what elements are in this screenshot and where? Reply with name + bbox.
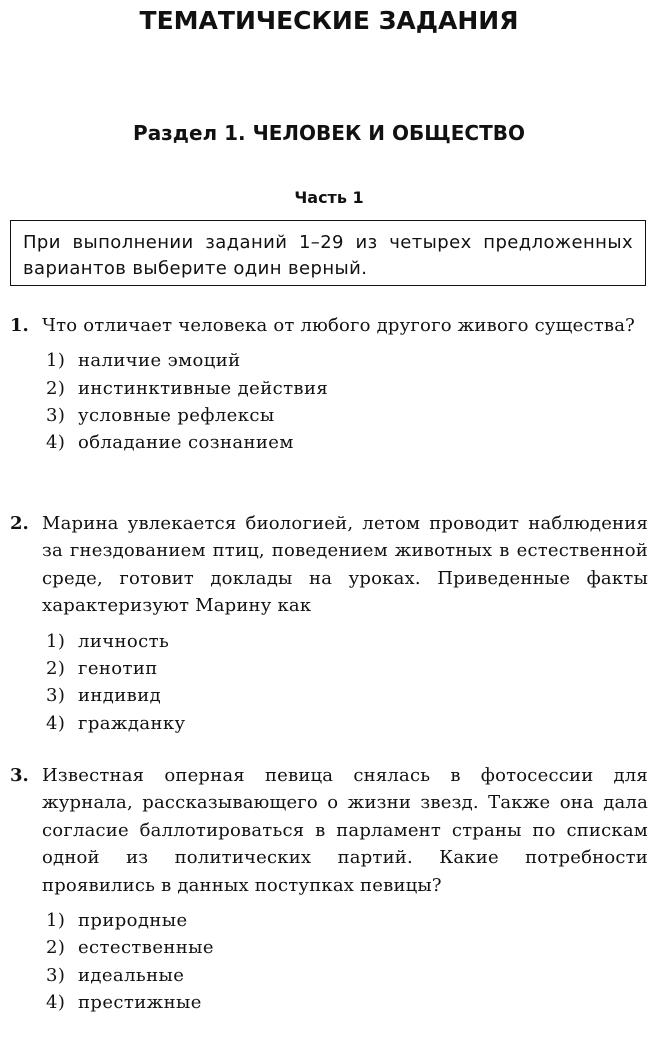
- page-title: ТЕМАТИЧЕСКИЕ ЗАДАНИЯ: [139, 6, 519, 35]
- question-stem: [10, 762, 648, 899]
- option-number: 1): [46, 910, 66, 932]
- option-number: 4): [46, 712, 66, 734]
- answer-option: [46, 628, 648, 655]
- option-text: идеальные: [78, 964, 185, 986]
- question-text: Известная оперная певица снялась в фотосессии для журнала, рассказывающего о жизни звезд. Также она дала согласие баллотироваться в парламент страны по спискам одной из политических партий. Какие потребности проявились в данных поступках певицы?: [42, 765, 648, 896]
- question-stem: [10, 510, 648, 620]
- answer-option: [46, 655, 648, 682]
- question-number: 3.: [10, 765, 29, 786]
- option-number: 1): [46, 630, 66, 652]
- option-text: личность: [78, 630, 170, 652]
- option-text: престижные: [78, 991, 202, 1013]
- option-number: 2): [46, 937, 66, 959]
- answer-options: [10, 347, 648, 456]
- answer-option: [46, 907, 648, 934]
- instruction-box: При выполнении заданий 1–29 из четырех предложенных вариантов выберите один верный.: [10, 220, 646, 286]
- answer-option: [46, 934, 648, 961]
- answer-option: [46, 375, 648, 402]
- section-heading: Раздел 1. ЧЕЛОВЕК И ОБЩЕСТВО: [133, 121, 525, 145]
- option-text: обладание сознанием: [78, 432, 294, 454]
- option-text: индивид: [78, 685, 162, 707]
- answer-option: [46, 347, 648, 374]
- question-number: 1.: [10, 315, 29, 336]
- option-number: 2): [46, 657, 66, 679]
- option-text: генотип: [78, 657, 158, 679]
- option-number: 2): [46, 377, 66, 399]
- option-text: природные: [78, 910, 188, 932]
- question-2: [10, 510, 648, 737]
- option-number: 3): [46, 964, 66, 986]
- question-text: Марина увлекается биологией, летом проводит наблюдения за гнездованием птиц, поведением животных в естественной среде, готовит доклады на уроках. Приведенные факты характеризуют Марину как: [42, 513, 648, 617]
- option-number: 4): [46, 432, 66, 454]
- answer-option: [46, 402, 648, 429]
- option-number: 3): [46, 405, 66, 426]
- option-text: условные рефлексы: [78, 405, 275, 426]
- question-text: Что отличает человека от любого другого живого существа?: [42, 315, 636, 336]
- option-number: 4): [46, 991, 66, 1013]
- option-number: 1): [46, 350, 66, 372]
- question-1: [10, 312, 648, 457]
- answer-option: [46, 989, 648, 1016]
- question-stem: [10, 312, 648, 339]
- question-3: [10, 762, 648, 1016]
- option-text: естественные: [78, 937, 214, 959]
- question-number: 2.: [10, 513, 29, 534]
- part-heading: Часть 1: [294, 188, 364, 207]
- option-text: гражданку: [78, 712, 186, 734]
- option-text: инстинктивные действия: [78, 377, 329, 399]
- answer-options: [10, 628, 648, 737]
- answer-option: [46, 962, 648, 989]
- option-text: наличие эмоций: [78, 350, 241, 372]
- answer-options: [10, 907, 648, 1016]
- answer-option: [46, 710, 648, 737]
- option-number: 3): [46, 685, 66, 707]
- answer-option: [46, 429, 648, 456]
- answer-option: [46, 682, 648, 709]
